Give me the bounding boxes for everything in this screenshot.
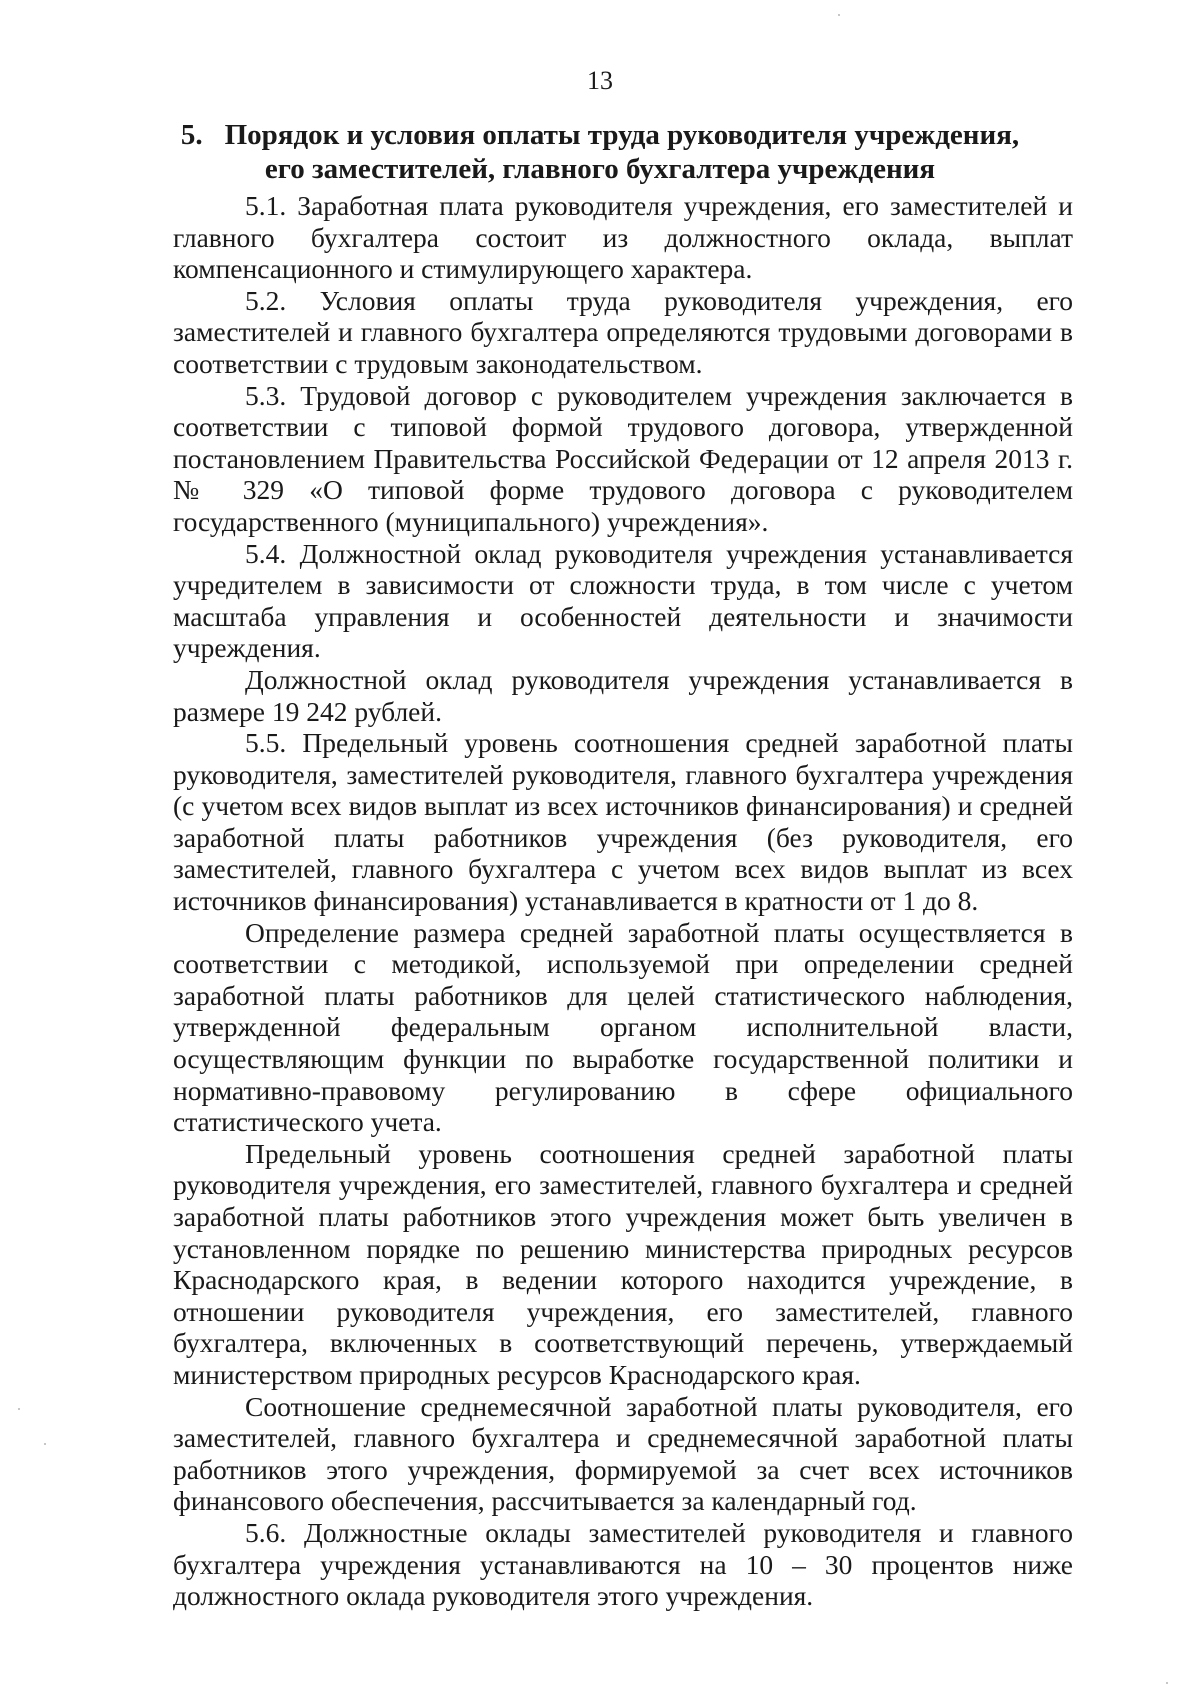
paragraph-5-2: 5.2. Условия оплаты труда руководителя учреждения, его заместителей и главного бухгалтера определяются трудовыми договорами в соответствии с трудовым законодательством. bbox=[173, 284, 1073, 379]
scan-speck bbox=[1166, 1682, 1168, 1684]
paragraph-5-4: 5.4. Должностной оклад руководителя учреждения устанавливается учредителем в зависимости от сложности труда, в том числе с учетом масштаба управления и особенностей деятельности и значимости учреждения. bbox=[173, 537, 1073, 664]
section-heading bbox=[160, 118, 1040, 186]
page-number: 13 bbox=[587, 66, 613, 95]
scan-speck bbox=[18, 1408, 20, 1410]
paragraph-5-5-increase: Предельный уровень соотношения средней заработной платы руководителя учреждения, его заместителей, главного бухгалтера и средней заработной платы работников этого учреждения может быть увеличен в установленном порядке по решению министерства природных ресурсов Краснодарского края, в ведении которого находится учреждение, в отношении руководителя учреждения, его заместителей, главного бухгалтера, включенных в соответствующий перечень, утверждаемый министерством природных ресурсов Краснодарского края. bbox=[173, 1137, 1073, 1390]
paragraph-5-6: 5.6. Должностные оклады заместителей руководителя и главного бухгалтера учреждения устанавливаются на 10 – 30 процентов ниже должностного оклада руководителя этого учреждения. bbox=[173, 1516, 1073, 1612]
scan-speck bbox=[838, 14, 840, 16]
scan-speck bbox=[44, 1443, 46, 1445]
section-title-line-1: Порядок и условия оплаты труда руководителя учреждения, bbox=[224, 119, 1020, 151]
section-body bbox=[173, 190, 1073, 1612]
section-title-line-2: его заместителей, главного бухгалтера учреждения bbox=[264, 153, 936, 185]
paragraph-5-5-ratio: Соотношение среднемесячной заработной платы руководителя, его заместителей, главного бухгалтера и среднемесячной заработной платы работников этого учреждения, формируемой за счет всех источников финансового обеспечения, рассчитывается за календарный год. bbox=[173, 1390, 1073, 1517]
paragraph-5-5-methodology: Определение размера средней заработной платы осуществляется в соответствии с методикой, используемой при определении средней заработной платы работников для целей статистического наблюдения, утвержденной федеральным органом исполнительной власти, осуществляющим функции по выработке государственной политики и нормативно-правовому регулированию в сфере официального статистического учета. bbox=[173, 916, 1073, 1138]
paragraph-5-4-salary: Должностной оклад руководителя учреждения устанавливается в размере 19 242 рублей. bbox=[173, 663, 1073, 727]
section-number: 5. bbox=[180, 119, 203, 151]
paragraph-5-5: 5.5. Предельный уровень соотношения средней заработной платы руководителя, заместителей руководителя, главного бухгалтера учреждения (с учетом всех видов выплат из всех источников финансирования) и средней заработной платы работников учреждения (без руководителя, его заместителей, главного бухгалтера с учетом всех видов выплат из всех источников финансирования) устанавливается в кратности от 1 до 8. bbox=[173, 727, 1073, 917]
section-heading-line-1 bbox=[160, 118, 1040, 152]
paragraph-5-1: 5.1. Заработная плата руководителя учреждения, его заместителей и главного бухгалтера состоит из должностного оклада, выплат компенсационного и стимулирующего характера. bbox=[173, 190, 1073, 285]
paragraph-5-3: 5.3. Трудовой договор с руководителем учреждения заключается в соответствии с типовой формой трудового договора, утвержденной постановлением Правительства Российской Федерации от 12 апреля 2013 г. № 329 «О типовой форме трудового договора с руководителем государственного (муниципального) учреждения». bbox=[173, 379, 1073, 537]
